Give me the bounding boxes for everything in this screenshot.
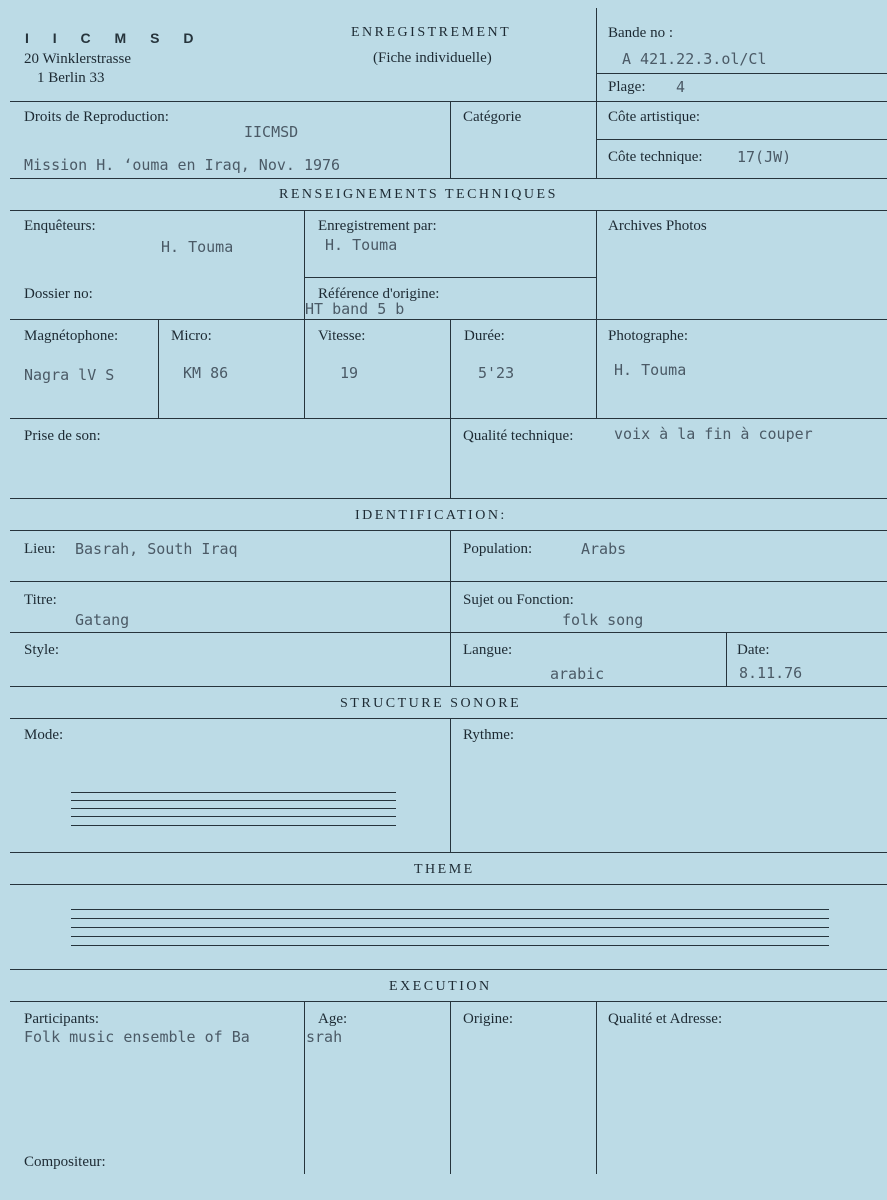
enqueteurs-value: H. Touma [161,238,234,256]
section-title-theme: THEME [414,862,475,877]
divider [450,718,451,852]
divider [596,139,887,140]
age-label: Age: [318,1011,348,1027]
address-line-2: 1 Berlin 33 [37,70,105,86]
date-label: Date: [737,642,770,658]
droits-value: IICMSD [244,123,299,141]
duree-label: Durée: [464,328,505,344]
rythme-label: Rythme: [463,727,515,743]
staff-line [71,936,829,937]
staff-line [71,945,829,946]
divider [450,1001,451,1174]
cote-artistique-label: Côte artistique: [608,109,701,125]
staff-line [71,825,396,826]
titre-label: Titre: [24,592,57,608]
section-title-technical: RENSEIGNEMENTS TECHNIQUES [279,187,558,202]
qualite-adresse-label: Qualité et Adresse: [608,1011,723,1027]
divider [304,1001,305,1174]
divider [10,210,887,211]
divider [450,530,451,686]
divider [158,319,159,418]
style-label: Style: [24,642,60,658]
enregistrement-par-value: H. Touma [325,236,398,254]
divider [596,210,597,418]
divider [10,852,887,853]
dossier-label: Dossier no: [24,286,93,302]
staff-line [71,792,396,793]
reference-value: HT band 5 b [305,300,405,318]
prise-de-son-label: Prise de son: [24,428,101,444]
enregistrement-par-label: Enregistrement par: [318,218,437,234]
divider [596,1001,597,1174]
duree-value: 5'23 [478,364,515,382]
form-subtitle: (Fiche individuelle) [373,50,492,66]
form-title: ENREGISTREMENT [351,25,512,40]
divider [10,530,887,531]
langue-label: Langue: [463,642,513,658]
plage-label: Plage: [608,79,646,95]
institution-logo: I I C M S D [25,30,204,46]
divider [10,178,887,179]
micro-label: Micro: [171,328,212,344]
divider [450,319,451,498]
cote-technique-label: Côte technique: [608,149,703,165]
staff-line [71,927,829,928]
population-label: Population: [463,541,533,557]
reference-label: Référence d'origine: [318,286,440,302]
bande-label: Bande no : [608,25,673,41]
origine-label: Origine: [463,1011,513,1027]
magnetophone-value: Nagra lV S [24,366,115,384]
categorie-label: Catégorie [463,109,522,125]
divider [10,101,887,102]
titre-value: Gatang [75,611,130,629]
photographe-label: Photographe: [608,328,688,344]
divider [10,632,887,633]
photographe-value: H. Touma [614,361,687,379]
section-title-structure: STRUCTURE SONORE [340,696,522,711]
lieu-label: Lieu: [24,541,56,557]
micro-value: KM 86 [183,364,229,382]
divider [450,101,451,178]
population-value: Arabs [581,540,627,558]
divider [10,581,887,582]
participants-value-continued: srah [306,1028,343,1046]
staff-line [71,816,396,817]
divider [10,498,887,499]
participants-value: Folk music ensemble of Ba [24,1028,250,1046]
compositeur-label: Compositeur: [24,1154,106,1170]
divider [10,418,887,419]
bande-value: A 421.22.3.ol/Cl [622,50,767,68]
vitesse-value: 19 [340,364,359,382]
cote-technique-value: 17(JW) [737,148,792,166]
lieu-value: Basrah, South Iraq [75,540,238,558]
section-title-execution: EXECUTION [389,979,492,994]
staff-line [71,918,829,919]
magnetophone-label: Magnétophone: [24,328,119,344]
divider [10,969,887,970]
divider [726,632,727,686]
sujet-value: folk song [562,611,644,629]
mission-value: Mission H. ‘ouma en Iraq, Nov. 1976 [24,156,341,174]
divider [10,319,887,320]
divider [596,8,597,178]
archives-photos-label: Archives Photos [608,218,707,234]
qualite-technique-label: Qualité technique: [463,428,574,444]
enqueteurs-label: Enquêteurs: [24,218,96,234]
mode-label: Mode: [24,727,64,743]
droits-label: Droits de Reproduction: [24,109,169,125]
date-value: 8.11.76 [739,664,803,682]
vitesse-label: Vitesse: [318,328,366,344]
section-title-identification: IDENTIFICATION: [355,508,507,523]
divider [10,686,887,687]
staff-line [71,800,396,801]
sujet-label: Sujet ou Fonction: [463,592,574,608]
divider [10,1001,887,1002]
divider [304,277,596,278]
staff-line [71,909,829,910]
divider [10,884,887,885]
plage-value: 4 [676,78,686,96]
qualite-technique-value: voix à la fin à couper [614,425,813,443]
staff-line [71,808,396,809]
address-line-1: 20 Winklerstrasse [24,51,132,67]
langue-value: arabic [550,665,605,683]
divider [596,73,887,74]
participants-label: Participants: [24,1011,99,1027]
divider [10,718,887,719]
